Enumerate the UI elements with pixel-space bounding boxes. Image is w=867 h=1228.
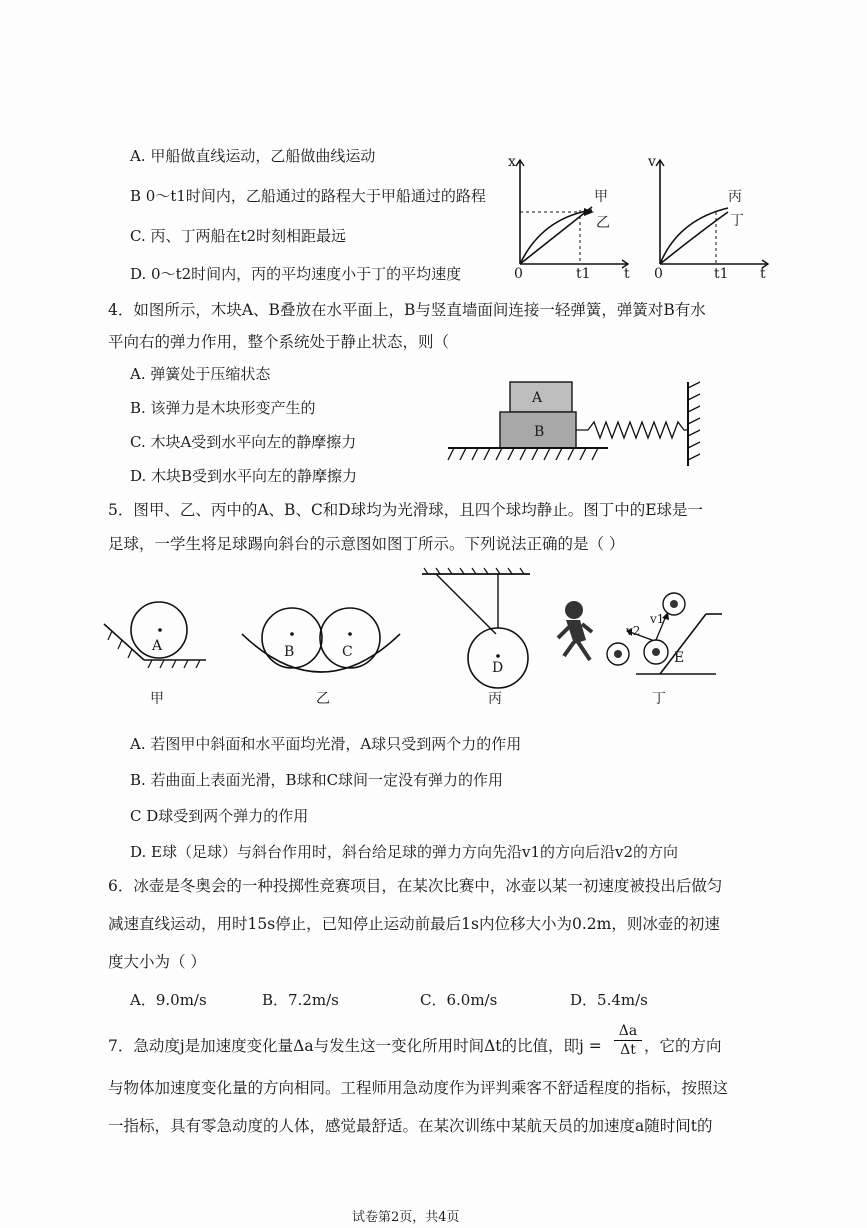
- q3-g1-t1: t1: [576, 266, 591, 282]
- q5-caption-ding: 丁: [652, 691, 666, 707]
- q6-option-c: C．6.0m/s: [420, 991, 498, 1009]
- q3-option-c: C. 丙、丁两船在t2时刻相距最远: [130, 227, 347, 245]
- q5-caption-jia: 甲: [150, 691, 164, 707]
- q5-ball-e: E: [674, 650, 685, 666]
- q7-fraction-numerator: Δa: [618, 1023, 638, 1039]
- q3-g1-y-label: x: [508, 154, 516, 170]
- q7-line2: 与物体加速度变化量的方向相同。工程师用急动度作为评判乘客不舒适程度的指标，按照这: [108, 1079, 729, 1097]
- q3-g1-curve-2: 乙: [596, 215, 610, 231]
- q5-figure-ding: [556, 574, 726, 684]
- q3-g2-curve-1: 丙: [728, 189, 742, 205]
- q5-caption-bing: 丙: [488, 691, 502, 707]
- q6-stem-line2: 减速直线运动，用时15s停止，已知停止运动前最后1s内位移大小为0.2m，则冰壶的初速: [108, 915, 720, 933]
- q5-option-b: B. 若曲面上表面光滑，B球和C球间一定没有弹力的作用: [130, 771, 504, 789]
- q4-option-d: D. 木块B受到水平向左的静摩擦力: [130, 467, 358, 485]
- q3-g1-curve-1: 甲: [594, 189, 608, 205]
- q5-option-a: A. 若图甲中斜面和水平面均光滑，A球只受到两个力的作用: [130, 735, 522, 753]
- q3-xt-graph: [510, 160, 630, 280]
- q3-option-b: B 0～t1时间内，乙船通过的路程大于甲船通过的路程: [130, 187, 486, 205]
- q3-g2-curve-2: 丁: [730, 213, 744, 229]
- q5-stem-line1: 5．图甲、乙、丙中的A、B、C和D球均为光滑球，且四个球均静止。图丁中的E球是一: [108, 501, 704, 519]
- q3-option-d: D. 0～t2时间内，丙的平均速度小于丁的平均速度: [130, 265, 462, 283]
- q5-figure-yi: [238, 600, 408, 680]
- q5-caption-yi: 乙: [316, 691, 330, 707]
- q3-option-a: A. 甲船做直线运动，乙船做曲线运动: [130, 147, 376, 165]
- q7-fraction-denominator: Δt: [614, 1040, 642, 1059]
- q6-option-b: B．7.2m/s: [262, 991, 339, 1009]
- q7-line1-a: 7．急动度j是加速度变化量Δa与发生这一变化所用时间Δt的比值，即j =: [108, 1037, 602, 1055]
- q5-vector-v2: v2: [626, 624, 641, 638]
- q6-option-d: D．5.4m/s: [570, 991, 648, 1009]
- q7-line1-b: ，它的方向: [644, 1037, 722, 1055]
- q3-g2-origin: 0: [654, 266, 663, 282]
- q6-option-a: A．9.0m/s: [130, 991, 207, 1009]
- q5-stem-line2: 足球，一学生将足球踢向斜台的示意图如图丁所示。下列说法正确的是（ ）: [108, 535, 625, 553]
- q5-ball-c: C: [342, 644, 353, 660]
- q4-block-b-label: B: [534, 424, 545, 440]
- q5-ball-d: D: [492, 660, 504, 676]
- q5-option-d: D. E球（足球）与斜台作用时，斜台给足球的弹力方向先沿v1的方向后沿v2的方向: [130, 843, 679, 861]
- q6-stem-line1: 6．冰壶是冬奥会的一种投掷性竞赛项目，在某次比赛中，冰壶以某一初速度被投出后做匀: [108, 877, 723, 895]
- q7-line3: 一指标，具有零急动度的人体，感觉最舒适。在某次训练中某航天员的加速度a随时间t的: [108, 1117, 713, 1135]
- q4-option-c: C. 木块A受到水平向左的静摩擦力: [130, 433, 357, 451]
- q4-block-a-label: A: [532, 390, 543, 406]
- q5-ball-a: A: [152, 638, 163, 654]
- q3-g2-y-label: v: [648, 154, 656, 170]
- q6-stem-line3: 度大小为（ ）: [108, 953, 206, 971]
- q4-stem-line2: 平向右的弹力作用，整个系统处于静止状态，则（: [108, 333, 450, 351]
- page-footer: 试卷第2页，共4页: [352, 1210, 460, 1225]
- q4-stem-line1: 4．如图所示，木块A、B叠放在水平面上，B与竖直墙面间连接一轻弹簧，弹簧对B有水: [108, 301, 706, 319]
- q4-option-b: B. 该弹力是木块形变产生的: [130, 399, 316, 417]
- q5-figure-bing: [420, 568, 540, 688]
- q3-g1-origin: 0: [514, 266, 523, 282]
- q3-g2-x-label: t: [760, 266, 766, 282]
- q3-vt-graph: [650, 160, 770, 280]
- q3-g1-x-label: t: [624, 266, 630, 282]
- q7-fraction: [614, 1022, 642, 1059]
- q3-g2-t1: t1: [714, 266, 729, 282]
- q5-option-c: C D球受到两个弹力的作用: [130, 807, 309, 825]
- q5-vector-v1: v1: [650, 612, 665, 626]
- q4-blocks-spring-figure: [448, 378, 728, 478]
- q4-option-a: A. 弹簧处于压缩状态: [130, 365, 271, 383]
- q5-ball-b: B: [284, 644, 295, 660]
